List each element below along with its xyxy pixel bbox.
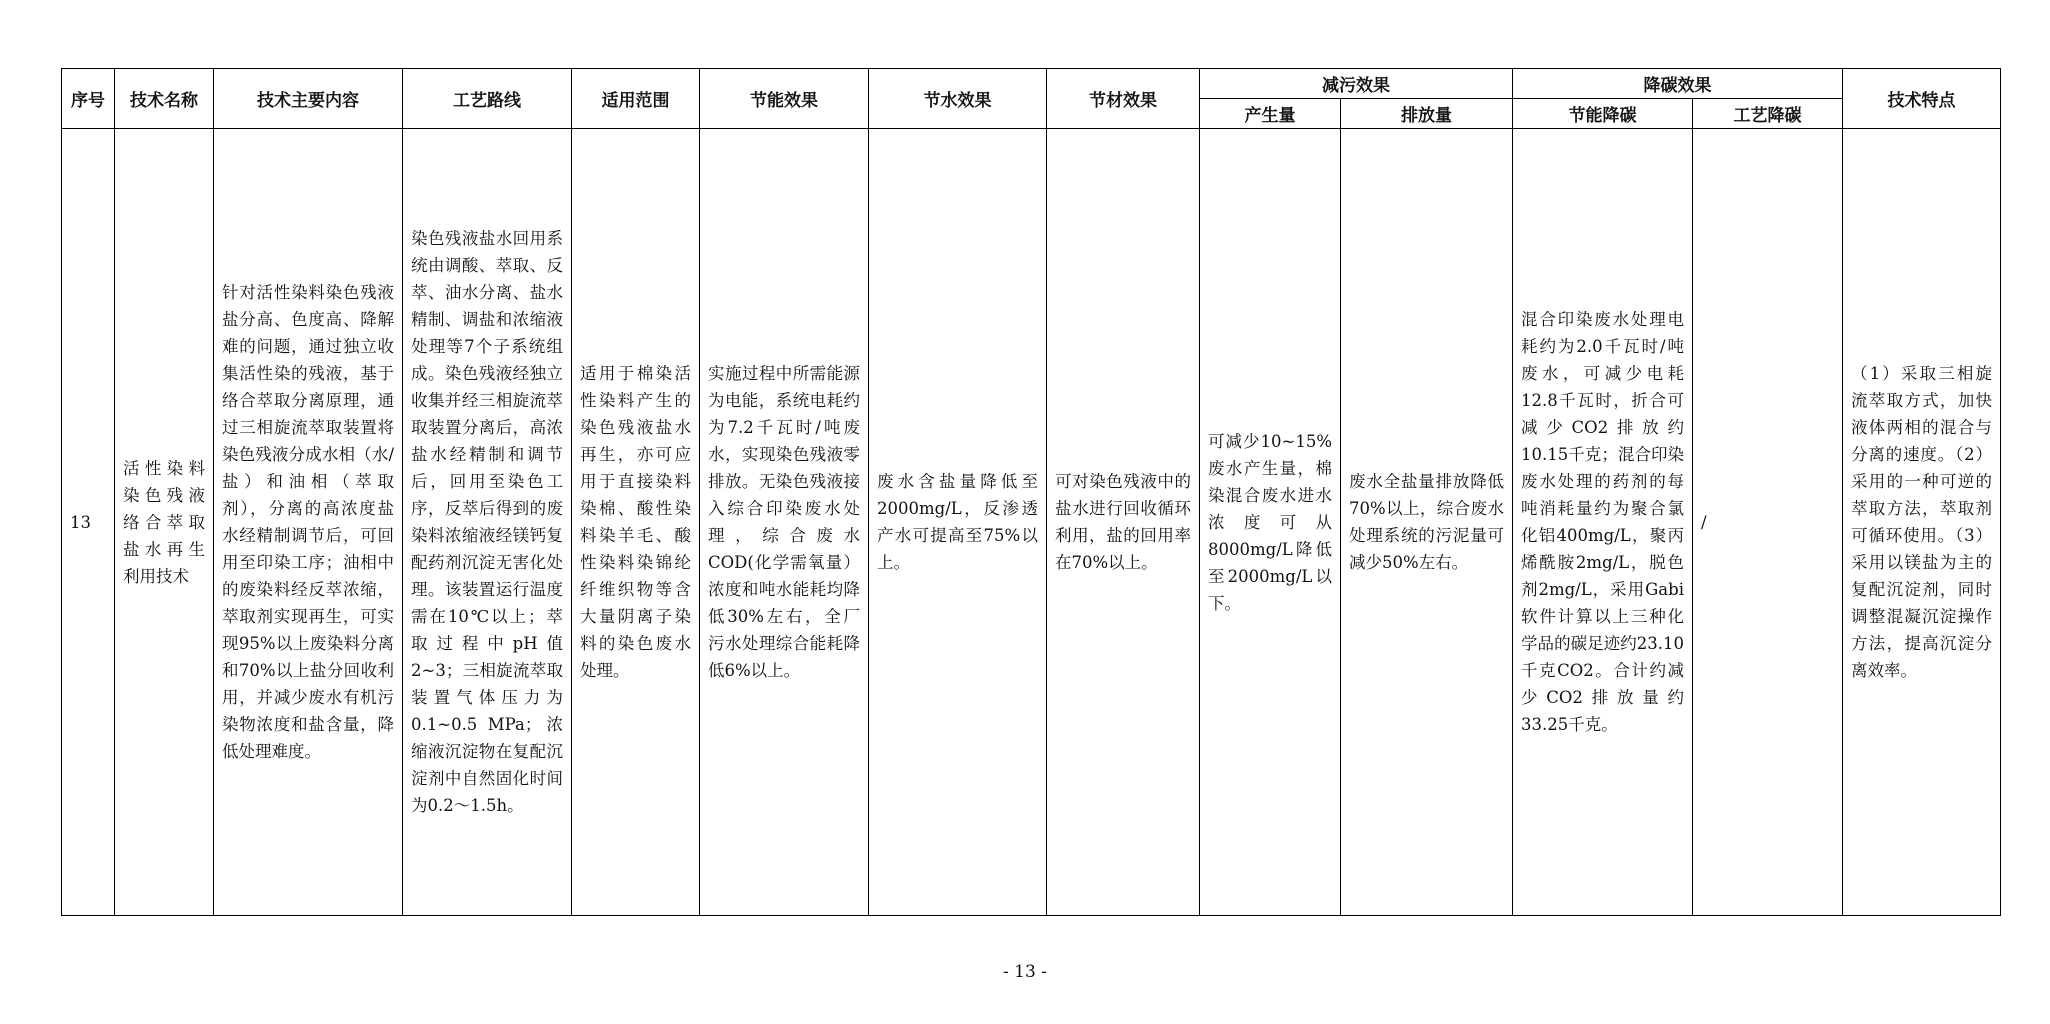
cell-material-saving: 可对染色残液中的盐水进行回收循环利用，盐的回用率在70%以上。 [1047, 129, 1200, 916]
cell-process-route: 染色残液盐水回用系统由调酸、萃取、反萃、油水分离、盐水精制、调盐和浓缩液处理等7个子系统组成。染色残液经独立收集并经三相旋流萃取装置分离后，高浓盐水经精制和调节后，回用至染色工序，反萃后得到的废染料浓缩液经镁钙复配药剂沉淀无害化处理。该装置运行温度需在10℃以上；萃取过程中pH值2~3；三相旋流萃取装置气体压力为0.1~0.5 MPa；浓缩液沉淀物在复配沉淀剂中自然固化时间为0.2～1.5h。 [403, 129, 572, 916]
header-pollution-generation: 产生量 [1200, 99, 1341, 129]
header-carbon-reduction: 降碳效果 [1513, 69, 1843, 99]
technology-table [61, 68, 2001, 916]
header-energy-saving: 节能效果 [700, 69, 869, 129]
header-seq: 序号 [62, 69, 115, 129]
cell-carbon-energy: 混合印染废水处理电耗约为2.0千瓦时/吨废水，可减少电耗12.8千瓦时，折合可减少CO2排放约10.15千克；混合印染废水处理的药剂的每吨消耗量约为聚合氯化铝400mg/L，聚丙烯酰胺2mg/L，脱色剂2mg/L，采用Gabi软件计算以上三种化学品的碳足迹约23.10千克CO2。合计约减少CO2排放量约33.25千克。 [1513, 129, 1693, 916]
cell-scope: 适用于棉染活性染料产生的染色残液盐水再生，亦可应用于直接染料染棉、酸性染料染羊毛、酸性染料染锦纶纤维织物等含大量阴离子染料的染色废水处理。 [572, 129, 700, 916]
cell-features: （1）采取三相旋流萃取方式，加快液体两相的混合与分离的速度。（2）采用的一种可逆的萃取方法，萃取剂可循环使用。（3）采用以镁盐为主的复配沉淀剂，同时调整混凝沉淀操作方法，提高沉淀分离效率。 [1843, 129, 2001, 916]
cell-energy-saving: 实施过程中所需能源为电能，系统电耗约为7.2千瓦时/吨废水，实现染色残液零排放。无染色残液接入综合印染废水处理，综合废水COD(化学需氧量）浓度和吨水能耗均降低30%左右，全厂污水处理综合能耗降低6%以上。 [700, 129, 869, 916]
header-process-route: 工艺路线 [403, 69, 572, 129]
page-number: - 13 - [1003, 962, 1047, 982]
header-main-content: 技术主要内容 [214, 69, 403, 129]
cell-carbon-process: / [1693, 129, 1843, 916]
header-pollution-reduction: 减污效果 [1200, 69, 1513, 99]
header-tech-name: 技术名称 [115, 69, 214, 129]
cell-water-saving: 废水含盐量降低至2000mg/L，反渗透产水可提高至75%以上。 [869, 129, 1047, 916]
cell-pollution-emission: 废水全盐量排放降低70%以上，综合废水处理系统的污泥量可减少50%左右。 [1341, 129, 1513, 916]
header-water-saving: 节水效果 [869, 69, 1047, 129]
header-scope: 适用范围 [572, 69, 700, 129]
header-carbon-energy: 节能降碳 [1513, 99, 1693, 129]
header-carbon-process: 工艺降碳 [1693, 99, 1843, 129]
header-features: 技术特点 [1843, 69, 2001, 129]
header-pollution-emission: 排放量 [1341, 99, 1513, 129]
table-row [62, 129, 2001, 916]
header-row-1 [62, 69, 2001, 99]
cell-seq: 13 [62, 129, 115, 916]
cell-tech-name: 活性染料染色残液络合萃取盐水再生利用技术 [115, 129, 214, 916]
header-material-saving: 节材效果 [1047, 69, 1200, 129]
cell-pollution-generation: 可减少10~15%废水产生量，棉染混合废水进水浓度可从8000mg/L降低至2000mg/L以下。 [1200, 129, 1341, 916]
cell-main-content: 针对活性染料染色残液盐分高、色度高、降解难的问题，通过独立收集活性染的残液，基于络合萃取分离原理，通过三相旋流萃取装置将染色残液分成水相（水/盐）和油相（萃取剂），分离的高浓度盐水经精制调节后，可回用至印染工序；油相中的废染料经反萃浓缩，萃取剂实现再生，可实现95%以上废染料分离和70%以上盐分回收利用，并减少废水有机污染物浓度和盐含量，降低处理难度。 [214, 129, 403, 916]
